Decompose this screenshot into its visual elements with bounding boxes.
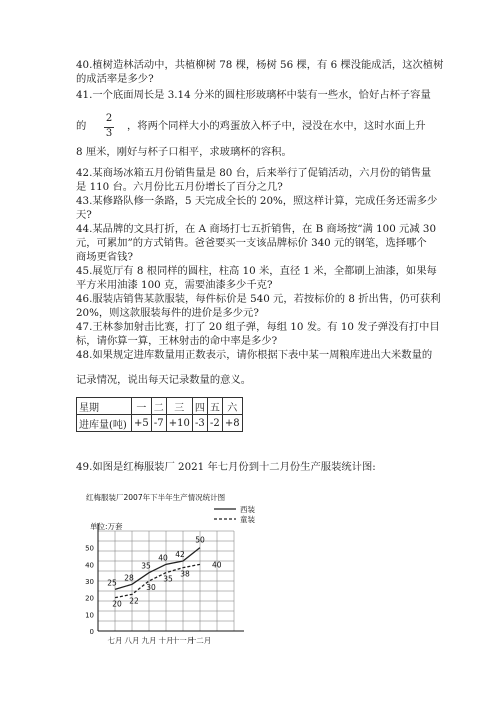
table-header-cell: 星期 (77, 398, 132, 415)
q41-line-3: 8 厘米，刚好与杯子口相平，求玻璃杯的容积。 (76, 146, 292, 158)
q43-line-1: 43.某修路队修一条路，5 天完成全长的 20%，照这样计算，完成任务还需多少 (76, 195, 438, 207)
x-tick-label: 九月 (141, 636, 157, 645)
table-cell: +8 (222, 415, 242, 432)
x-tick-label: 七月 (107, 636, 123, 645)
data-label: 30 (146, 583, 156, 592)
production-line-chart (74, 487, 334, 657)
chart-title: 红梅服装厂2007年下半年生产情况统计图 (86, 493, 226, 502)
legend-label-kidswear: 童装 (240, 515, 255, 524)
q41-line-1: 41.一个底面周长是 3.14 分米的圆柱形玻璃杯中装有一些水，恰好占杯子容量 (76, 89, 431, 101)
data-label: 42 (175, 550, 185, 559)
y-tick-label: 30 (85, 578, 94, 586)
q41-line-2-pre: 的 (76, 120, 87, 132)
table-header-cell: 五 (207, 398, 222, 415)
q46-line-2: 20%，则这款服装每件的进价是多少元? (76, 307, 259, 319)
data-label: 25 (107, 578, 117, 588)
q47-line-2: 标，请你算一算，王林射击的命中率是多少? (76, 335, 278, 347)
q44-line-2: 元，可累加”的方式销售。爸爸要买一支该品牌标价 340 元的钢笔，选择哪个 (76, 237, 427, 249)
q42-line-2: 是 110 台。六月份比五月份增长了百分之几? (76, 181, 283, 193)
table-header-cell: 二 (151, 398, 166, 415)
q46-line-1: 46.服装店销售某款服装，每件标价是 540 元，若按标价的 8 折出售，仍可获利 (76, 293, 441, 305)
q41-fraction-denominator: 3 (105, 128, 113, 139)
data-label: 22 (129, 596, 139, 606)
q44-line-3: 商场更省钱? (76, 251, 134, 263)
table-header-cell: 一 (132, 398, 152, 415)
chart-legend (214, 504, 255, 524)
data-label: 20 (112, 599, 122, 609)
q48-line-2: 记录情况，说出每天记录数量的意义。 (76, 374, 252, 386)
q41-fraction-numerator: 2 (105, 113, 113, 124)
data-label: 38 (180, 569, 190, 579)
table-cell: +10 (166, 415, 192, 432)
y-tick-label: 40 (85, 561, 94, 570)
q41-line-2-post: ，将两个同样大小的鸡蛋放入杯子中，浸没在水中，这时水面上升 (127, 120, 426, 132)
y-tick-label: 0 (89, 628, 94, 636)
q43-line-2: 天? (76, 209, 92, 221)
q45-line-2: 平方米用油漆 100 克，需要油漆多少千克? (76, 279, 273, 291)
q40-line-1: 40.植树造林活动中，共植柳树 78 棵，杨树 56 棵，有 6 棵没能成活，这次植树 (76, 59, 444, 71)
y-tick-label: 20 (85, 594, 94, 603)
table-cell: -3 (192, 415, 207, 432)
q44-line-1: 44.某品牌的文具打折，在 A 商场打七五折销售，在 B 商场按“满 100 元减 30 (76, 223, 437, 235)
table-header-cell: 三 (166, 398, 192, 415)
data-label: 28 (124, 573, 134, 583)
stock-table-header-row (77, 398, 243, 415)
stock-table-data-row (77, 415, 243, 432)
y-tick-label: 10 (85, 611, 94, 620)
q47-line-1: 47.王林参加射击比赛，打了 20 组子弹，每组 10 发。有 10 发子弹没有打中目 (76, 321, 440, 333)
y-tick-label: 50 (85, 544, 94, 553)
q45-line-1: 45.展览厅有 8 根同样的圆柱，柱高 10 米，直径 1 米，全都刷上油漆，如果每 (76, 265, 437, 277)
q40-line-2: 的成活率是多少? (76, 73, 154, 85)
stock-table (76, 397, 243, 432)
x-tick-label: 八月 (124, 636, 140, 645)
table-cell: -7 (151, 415, 166, 432)
table-cell: -2 (207, 415, 222, 432)
x-tick-label: 十二月 (188, 636, 212, 645)
table-cell: +5 (132, 415, 152, 432)
q48-line-1: 48.如果规定进库数量用正数表示，请你根据下表中某一周粮库进出大米数量的 (76, 349, 433, 361)
data-label: 40 (158, 553, 168, 563)
x-tick-label: 十月 (158, 636, 174, 645)
data-label: 50 (195, 535, 205, 545)
chart-unit-label: 单位:万套 (90, 522, 123, 531)
data-label: 35 (163, 574, 173, 584)
q49-line: 49.如图是红梅服装厂 2021 年七月份到十二月份生产服装统计图: (76, 461, 376, 473)
table-header-cell: 四 (192, 398, 207, 415)
x-tick-label: 十一月 (171, 636, 195, 645)
q42-line-1: 42.某商场冰箱五月份销售量是 80 台，后来举行了促销活动，六月份的销售量 (76, 167, 432, 179)
legend-label-suits: 西装 (240, 505, 255, 514)
table-cell: 进库量(吨) (77, 415, 132, 432)
data-label: 40 (212, 560, 222, 570)
data-label: 35 (141, 561, 151, 571)
chart-marks (107, 536, 222, 609)
table-header-cell: 六 (222, 398, 242, 415)
